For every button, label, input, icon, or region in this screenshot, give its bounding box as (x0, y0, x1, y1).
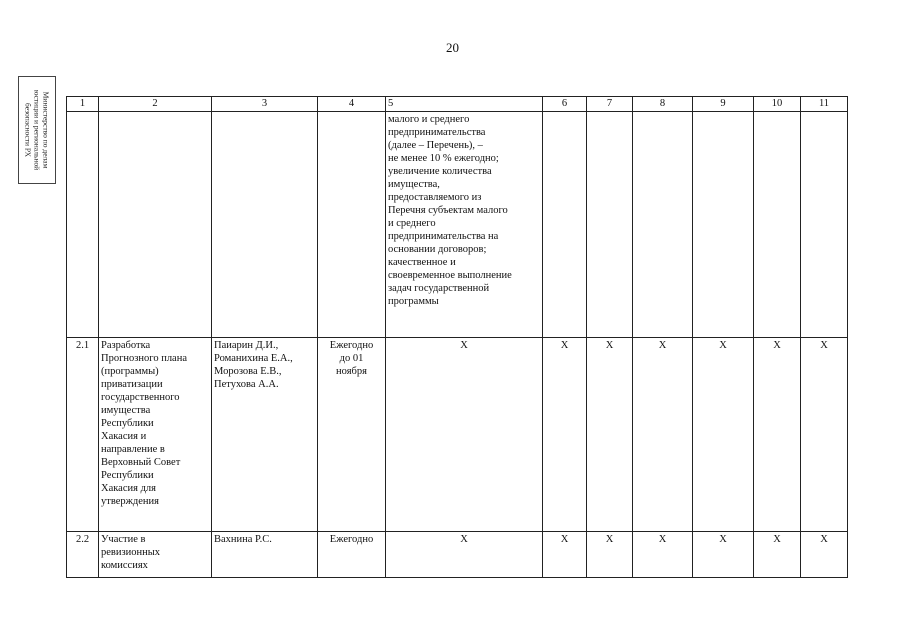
header-cell: 4 (318, 97, 386, 112)
continuation-row (67, 112, 848, 338)
page-number: 20 (446, 40, 459, 55)
row-number: 2.1 (67, 338, 99, 532)
plan-table (66, 96, 848, 578)
empty-cell (633, 112, 693, 338)
activity-name: Разработка Прогнозного плана (программы) приватизации государственного имущества Республики Хакасия и направление в Верховный Совет Республики Хакасия для утверждения (99, 338, 212, 532)
responsible-persons: Вахнина Р.С. (212, 532, 318, 578)
stamp-line: безопасности РХ (23, 103, 33, 157)
mark-cell: Х (801, 532, 848, 578)
table-row (67, 338, 848, 532)
empty-cell (99, 112, 212, 338)
mark-cell: Х (633, 532, 693, 578)
activity-name: Участие в ревизионных комиссиях (99, 532, 212, 578)
stamp-line: юстиции и региональной (32, 89, 42, 171)
table-row (67, 532, 848, 578)
mark-cell: Х (633, 338, 693, 532)
indicator-text-cell: малого и среднего предпринимательства (далее – Перечень), – не менее 10 % ежегодно; увеличение количества имущества, предоставляемого из Перечня субъектам малого и среднего предпринимательства на основании договоров; качественное и своевременное выполнение задач государственной программы (386, 112, 543, 338)
empty-cell (318, 112, 386, 338)
header-cell: 8 (633, 97, 693, 112)
deadline: Ежегодно до 01 ноября (318, 338, 386, 532)
mark-cell: Х (587, 338, 633, 532)
header-cell: 7 (587, 97, 633, 112)
header-cell: 9 (693, 97, 754, 112)
empty-cell (67, 112, 99, 338)
header-cell: 6 (543, 97, 587, 112)
header-cell: 10 (754, 97, 801, 112)
mark-cell: Х (543, 532, 587, 578)
mark-cell: Х (543, 338, 587, 532)
empty-cell (587, 112, 633, 338)
column-number-row (67, 97, 848, 112)
mark-cell: Х (693, 532, 754, 578)
header-cell: 2 (99, 97, 212, 112)
empty-cell (543, 112, 587, 338)
empty-cell (754, 112, 801, 338)
mark-cell: Х (801, 338, 848, 532)
header-cell: 11 (801, 97, 848, 112)
header-cell: 3 (212, 97, 318, 112)
mark-cell: Х (587, 532, 633, 578)
empty-cell (212, 112, 318, 338)
header-cell: 1 (67, 97, 99, 112)
mark-cell: Х (386, 338, 543, 532)
empty-cell (693, 112, 754, 338)
mark-cell: Х (693, 338, 754, 532)
mark-cell: Х (754, 338, 801, 532)
deadline: Ежегодно (318, 532, 386, 578)
registration-stamp (18, 76, 56, 184)
header-cell: 5 (386, 97, 543, 112)
stamp-line: Министерство по делам (41, 91, 51, 169)
row-number: 2.2 (67, 532, 99, 578)
mark-cell: Х (754, 532, 801, 578)
empty-cell (801, 112, 848, 338)
mark-cell: Х (386, 532, 543, 578)
responsible-persons: Паиарин Д.И., Романихина Е.А., Морозова Е.В., Петухова А.А. (212, 338, 318, 532)
